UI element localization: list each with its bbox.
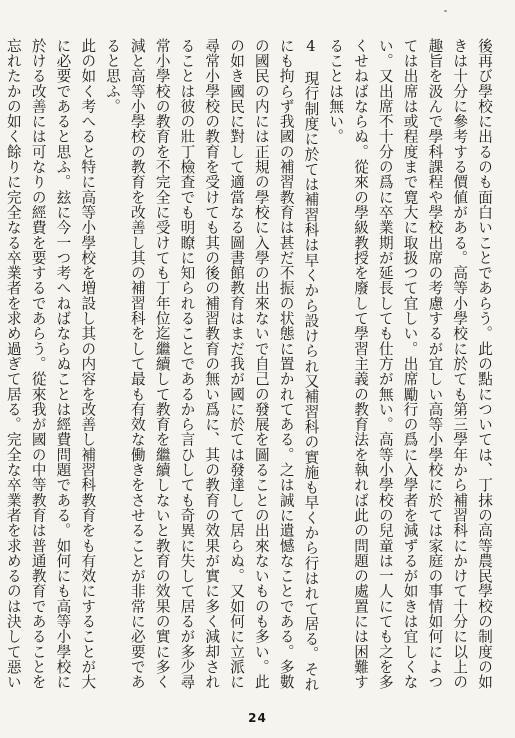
vertical-body-text — [4, 38, 496, 704]
page-number: 24 — [248, 711, 267, 725]
paragraph-2: 4 現行制度に於ては補習科は早くから設けられ又補習科の實施も早くから行はれて居る。それにも拘らず我國の補習教育は甚だ不振の状態に置かれてある。之は誠に遺憾なことである。多數の國民の内には正規の學校に入學の出來ないで自己の發展を圖ることの出來ないものも多い。此の如き國民に對して適當なる圖書館教育はまだ我が國に於ては發達して居らぬ。又如何に立派に尋常小學校の教育を受けても其の後の補習教育の無い爲に、其の教育の效果が實に多く減却されることは彼の壯丁檢査でも明瞭に知られることであるから言ひしても奇異に失して居るが多少尋常小學校の教育を不完全に受けても丁年位迄繼續して教育を繼續しないと教育の效果の實に多く減と高等小學校の教育を改善し其の補習科をして最も有效な働きをさせることが非常に必要であると思ふ。 — [104, 38, 320, 692]
paragraph-1: 後再び學校に出るのも面白いことであらう。此の點については、丁抹の高等農民學校の制度の如きは十分に參考する價値がある。高等小學校に於ても第三學年から補習科にかけて十分に以上の趣旨を汲んで學科課程や學校出席の考慮するが宜しい高等小學校に於ては家庭の事情如何によつては出席は或程度まで寛大に取扱つて宜しい。出席勵行の爲に入學者を減ずるが如きは宜しくない。又出席不十分の爲に卒業期が延長しても仕方が無い。高等小學校の兒童は一人にても之を多くせねばならぬ。從來の學級教授を廢して學習主義の教育法を執れば此の問題の處置には困難することは無い。 — [327, 38, 493, 690]
paragraph-3: 此の如く考へると特に高等小學校を増設し其の内容を改善し補習科教育をも有效にすることが大に必要であると思ふ。玆に今一つ考へねばならぬことは經費問題である。如何にも高等小學校に於ける改善には可なりの經費を要するであらう。從來我が國の中等教育は普通教育であることを忘れたかの如く餘りに完全なる卒業者を求め過ぎて居る。完全な卒業者を求めるのは決して惡い — [4, 38, 97, 690]
paper-speck — [444, 10, 447, 12]
